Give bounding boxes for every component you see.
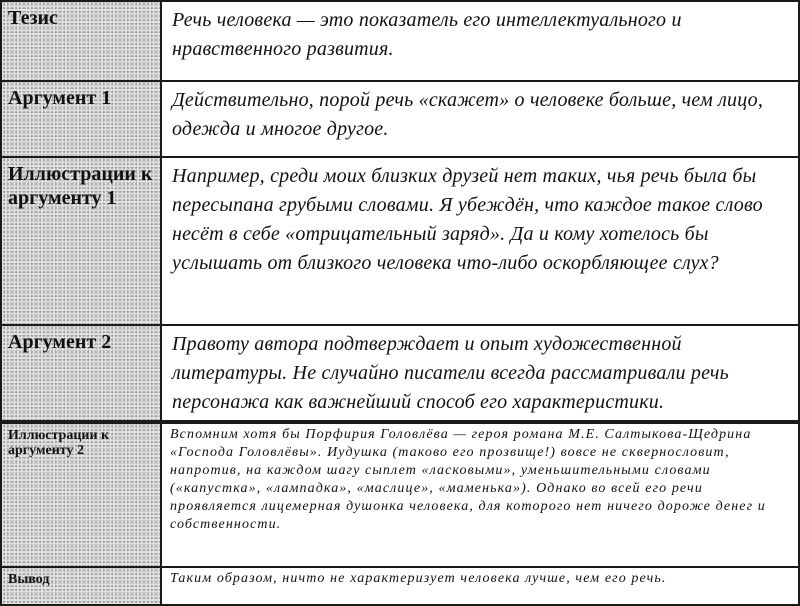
row-label-thesis: Тезис — [1, 1, 161, 81]
argument-table-bottom — [0, 422, 800, 606]
row-text-argument-1: Действительно, порой речь «скажет» о человеке больше, чем лицо, одежда и многое другое. — [161, 81, 799, 157]
table-row — [1, 157, 799, 325]
row-text-conclusion: Таким образом, ничто не характеризует человека лучше, чем его речь. — [161, 567, 799, 605]
table-row — [1, 81, 799, 157]
row-text-illustrations-1: Например, среди моих близких друзей нет таких, чья речь была бы пересыпана грубыми словами. Я убеждён, что каждое такое слово несёт в себе «отрицательный заряд». Да и кому хотелось бы услышать от близкого человека что-либо оскорбляющее слух? — [161, 157, 799, 325]
row-label-argument-1: Аргумент 1 — [1, 81, 161, 157]
row-label-illustrations-1: Иллюстрации к аргументу 1 — [1, 157, 161, 325]
table-row — [1, 423, 799, 567]
row-label-conclusion: Вывод — [1, 567, 161, 605]
table-row — [1, 325, 799, 421]
table-row — [1, 1, 799, 81]
row-label-argument-2: Аргумент 2 — [1, 325, 161, 421]
row-text-argument-2: Правоту автора подтверждает и опыт художественной литературы. Не случайно писатели всегда рассматривали речь персонажа как важнейший способ его характеристики. — [161, 325, 799, 421]
row-label-illustrations-2: Иллюстрации к аргументу 2 — [1, 423, 161, 567]
row-text-thesis: Речь человека — это показатель его интеллектуального и нравственного развития. — [161, 1, 799, 81]
row-text-illustrations-2: Вспомним хотя бы Порфирия Головлёва — героя романа М.Е. Салтыкова-Щедрина «Господа Головлёвы». Иудушка (таково его прозвище!) вовсе не сквернословит, напротив, на каждом шагу сыплет «ласковыми», уменьшительными словами («капустка», «лампадка», «маслице», «маменька»). Однако во всей его речи проявляется лицемерная душонка человека, для которого нет ничего дороже денег и собственности. — [161, 423, 799, 567]
table-row — [1, 567, 799, 605]
